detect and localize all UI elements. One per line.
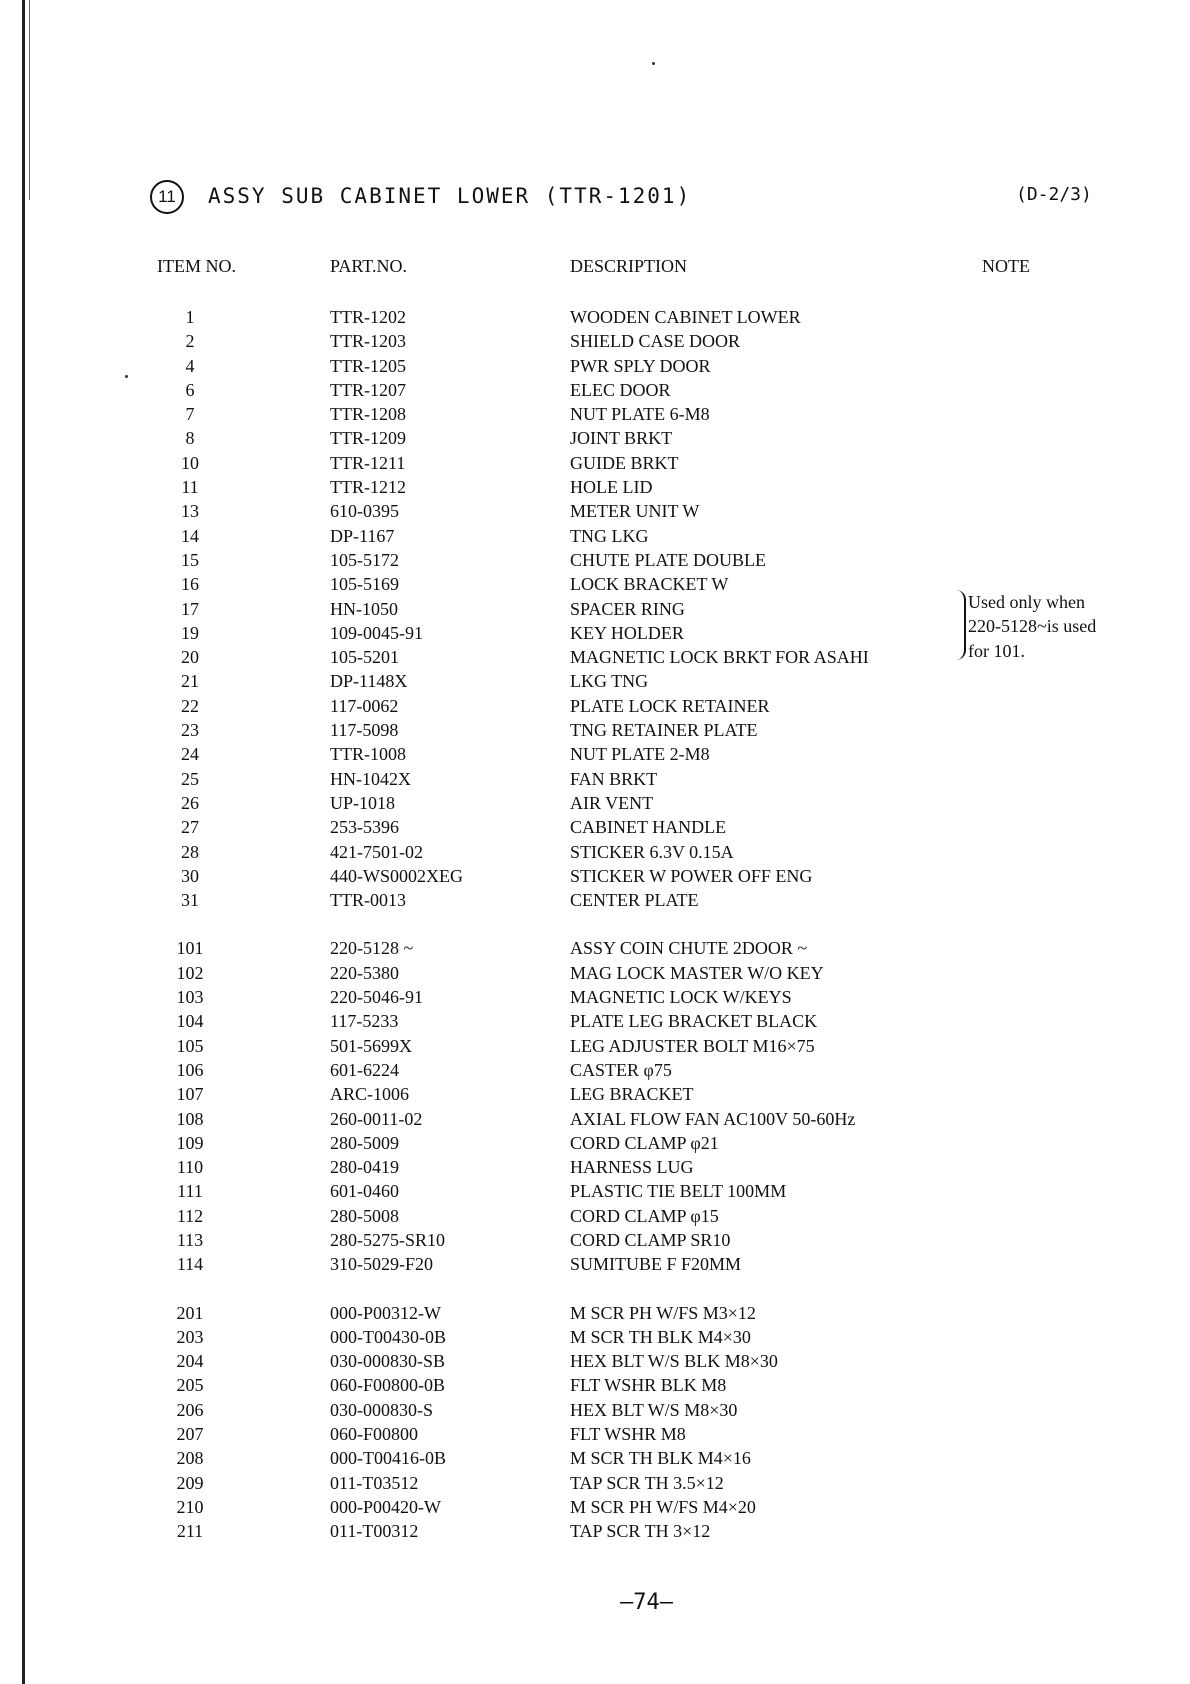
description-cell: TAP SCR TH 3.5×12 [570, 1472, 724, 1493]
parts-table [0, 305, 1190, 1544]
item-no-cell: 105 [176, 1035, 204, 1056]
item-no-cell: 8 [185, 428, 195, 449]
description-cell: CASTER φ75 [570, 1059, 672, 1080]
part-no-cell: 601-0460 [330, 1181, 399, 1202]
note-line: Used only when [968, 592, 1085, 612]
table-row [0, 718, 1190, 742]
table-row [0, 840, 1190, 864]
item-no-cell: 14 [181, 525, 199, 546]
table-row [0, 1471, 1190, 1495]
section-title: ASSY SUB CABINET LOWER (TTR-1201) [208, 184, 692, 208]
part-no-cell: 109-0045-91 [330, 622, 423, 643]
part-no-cell: ARC-1006 [330, 1084, 410, 1105]
part-no-cell: 060-F00800-0B [330, 1375, 446, 1396]
section-header [150, 180, 1100, 214]
item-no-cell: 114 [176, 1254, 204, 1275]
part-no-cell: 601-6224 [330, 1059, 399, 1080]
part-no-cell: 220-5380 [330, 962, 399, 983]
part-no-cell: 117-5233 [330, 1011, 399, 1032]
description-cell: SHIELD CASE DOOR [570, 331, 741, 352]
table-row [0, 742, 1190, 766]
note-brace [956, 590, 966, 660]
item-no-cell: 113 [176, 1229, 204, 1250]
description-cell: M SCR TH BLK M4×30 [570, 1326, 751, 1347]
part-no-cell: 000-P00420-W [330, 1496, 441, 1517]
part-no-cell: TTR-1203 [330, 331, 406, 352]
table-row [0, 1398, 1190, 1422]
description-cell: FAN BRKT [570, 768, 658, 789]
part-no-cell: 117-5098 [330, 720, 399, 741]
description-cell: STICKER W POWER OFF ENG [570, 865, 813, 886]
description-cell: METER UNIT W [570, 501, 700, 522]
description-cell: CHUTE PLATE DOUBLE [570, 549, 766, 570]
part-no-cell: TTR-1202 [330, 307, 406, 327]
part-no-cell: 421-7501-02 [330, 841, 423, 862]
item-no-cell: 13 [181, 501, 199, 522]
item-no-cell: 211 [176, 1521, 204, 1542]
item-no-cell: 6 [185, 379, 195, 400]
table-row [0, 936, 1190, 960]
description-cell: PWR SPLY DOOR [570, 355, 711, 376]
header-part-no: PART.NO. [330, 256, 407, 276]
table-row [0, 354, 1190, 378]
table-row [0, 451, 1190, 475]
item-no-cell: 102 [176, 962, 204, 983]
part-no-cell: 030-000830-S [330, 1399, 433, 1420]
part-no-cell: 220-5046-91 [330, 987, 423, 1008]
part-no-cell: 220-5128 ~ [330, 938, 414, 959]
item-no-cell: 26 [181, 792, 199, 813]
part-no-cell: TTR-1205 [330, 355, 406, 376]
table-row [0, 1301, 1190, 1325]
description-cell: SPACER RING [570, 598, 685, 619]
description-cell: HARNESS LUG [570, 1157, 694, 1178]
description-cell: FLT WSHR BLK M8 [570, 1375, 727, 1396]
table-row [0, 1446, 1190, 1470]
item-no-cell: 107 [176, 1084, 204, 1105]
item-no-cell: 111 [177, 1181, 203, 1202]
item-no-cell: 7 [185, 404, 195, 425]
part-no-cell: 011-T03512 [330, 1472, 419, 1493]
table-row [0, 475, 1190, 499]
table-row [0, 1325, 1190, 1349]
description-cell: AXIAL FLOW FAN AC100V 50-60Hz [570, 1108, 856, 1129]
description-cell: HOLE LID [570, 477, 653, 498]
table-row [0, 499, 1190, 523]
table-row [0, 329, 1190, 353]
table-row [0, 815, 1190, 839]
part-no-cell: 260-0011-02 [330, 1108, 423, 1129]
part-no-cell: 011-T00312 [330, 1521, 419, 1542]
part-no-cell: TTR-1207 [330, 379, 406, 400]
description-cell: JOINT BRKT [570, 428, 673, 449]
item-no-cell: 203 [176, 1326, 204, 1347]
part-no-cell: 000-T00430-0B [330, 1326, 446, 1347]
part-no-cell: 000-T00416-0B [330, 1448, 446, 1469]
part-no-cell: 280-5275-SR10 [330, 1229, 446, 1250]
item-no-cell: 104 [176, 1011, 204, 1032]
note-line: 220-5128~is used [968, 616, 1097, 637]
description-cell: LEG ADJUSTER BOLT M16×75 [570, 1035, 815, 1056]
description-cell: PLATE LOCK RETAINER [570, 695, 770, 716]
description-cell: NUT PLATE 2-M8 [570, 744, 710, 765]
part-no-cell: 000-P00312-W [330, 1302, 441, 1323]
table-row [0, 524, 1190, 548]
description-cell: ASSY COIN CHUTE 2DOOR ~ [570, 938, 808, 959]
table-row [0, 1495, 1190, 1519]
description-cell: MAG LOCK MASTER W/O KEY [570, 962, 824, 983]
part-no-cell: 280-5008 [330, 1205, 399, 1226]
item-no-cell: 110 [176, 1157, 204, 1178]
item-no-cell: 21 [181, 671, 199, 692]
item-no-cell: 10 [181, 452, 199, 473]
usage-note [968, 590, 1096, 663]
group-spacer [0, 1277, 1190, 1301]
part-no-cell: 105-5169 [330, 574, 399, 595]
description-cell: TAP SCR TH 3×12 [570, 1521, 711, 1542]
table-row [0, 791, 1190, 815]
note-line: for 101. [968, 640, 1025, 661]
description-cell: MAGNETIC LOCK BRKT FOR ASAHI [570, 647, 869, 668]
part-no-cell: 280-5009 [330, 1132, 399, 1153]
scan-speck [652, 62, 655, 65]
description-cell: KEY HOLDER [570, 622, 684, 643]
part-no-cell: 501-5699X [330, 1035, 412, 1056]
part-no-cell: TTR-0013 [330, 890, 406, 911]
page-code: (D-2/3) [1016, 184, 1092, 205]
part-no-cell: DP-1148X [330, 671, 408, 692]
table-row [0, 864, 1190, 888]
item-no-cell: 109 [176, 1132, 204, 1153]
table-row [0, 985, 1190, 1009]
description-cell: AIR VENT [570, 792, 654, 813]
table-row [0, 426, 1190, 450]
table-row [0, 1204, 1190, 1228]
table-row [0, 1349, 1190, 1373]
binding-edge-mark [29, 0, 30, 200]
description-cell: M SCR TH BLK M4×16 [570, 1448, 751, 1469]
description-cell: TNG RETAINER PLATE [570, 720, 758, 741]
item-no-cell: 101 [176, 938, 204, 959]
description-cell: GUIDE BRKT [570, 452, 679, 473]
part-no-cell: TTR-1211 [330, 452, 406, 473]
part-no-cell: 060-F00800 [330, 1424, 419, 1445]
description-cell: LOCK BRACKET W [570, 574, 729, 595]
description-cell: LKG TNG [570, 671, 649, 692]
page-number: —74— [620, 1590, 673, 1615]
group-spacer [0, 912, 1190, 936]
table-row [0, 888, 1190, 912]
item-no-cell: 28 [181, 841, 199, 862]
table-row [0, 548, 1190, 572]
item-no-cell: 103 [176, 987, 204, 1008]
item-no-cell: 205 [176, 1375, 204, 1396]
part-no-cell: DP-1167 [330, 525, 395, 546]
description-cell: PLATE LEG BRACKET BLACK [570, 1011, 818, 1032]
item-no-cell: 207 [176, 1424, 204, 1445]
table-row [0, 1009, 1190, 1033]
description-cell: PLASTIC TIE BELT 100MM [570, 1181, 787, 1202]
table-row [0, 961, 1190, 985]
item-no-cell: 210 [176, 1496, 204, 1517]
item-no-cell: 112 [176, 1205, 204, 1226]
item-no-cell: 4 [185, 355, 195, 376]
description-cell: CENTER PLATE [570, 890, 699, 911]
item-no-cell: 2 [185, 331, 195, 352]
table-row [0, 1228, 1190, 1252]
table-row [0, 694, 1190, 718]
description-cell: STICKER 6.3V 0.15A [570, 841, 734, 862]
description-cell: ELEC DOOR [570, 379, 671, 400]
table-row [0, 1155, 1190, 1179]
part-no-cell: 610-0395 [330, 501, 399, 522]
table-row [0, 1107, 1190, 1131]
item-no-cell: 24 [181, 744, 199, 765]
part-no-cell: HN-1050 [330, 598, 398, 619]
item-no-cell: 31 [181, 890, 199, 911]
part-no-cell: TTR-1008 [330, 744, 406, 765]
description-cell: LEG BRACKET [570, 1084, 694, 1105]
description-cell: CABINET HANDLE [570, 817, 727, 838]
item-no-cell: 19 [181, 622, 199, 643]
table-row [0, 1034, 1190, 1058]
part-no-cell: TTR-1209 [330, 428, 406, 449]
table-row [0, 1373, 1190, 1397]
item-no-cell: 17 [181, 598, 199, 619]
part-no-cell: 253-5396 [330, 817, 399, 838]
description-cell: MAGNETIC LOCK W/KEYS [570, 987, 792, 1008]
description-cell: SUMITUBE F F20MM [570, 1254, 742, 1275]
item-no-cell: 23 [181, 720, 199, 741]
description-cell: CORD CLAMP φ21 [570, 1132, 719, 1153]
item-no-cell: 22 [181, 695, 199, 716]
table-row [0, 1131, 1190, 1155]
item-no-cell: 108 [176, 1108, 204, 1129]
part-no-cell: 105-5201 [330, 647, 399, 668]
table-row [0, 767, 1190, 791]
part-no-cell: 440-WS0002XEG [330, 865, 463, 886]
table-row [0, 1252, 1190, 1276]
description-cell: CORD CLAMP φ15 [570, 1205, 719, 1226]
description-cell: FLT WSHR M8 [570, 1424, 686, 1445]
table-row [0, 1422, 1190, 1446]
item-no-cell: 25 [181, 768, 199, 789]
section-number: 11 [150, 180, 184, 214]
item-no-cell: 208 [176, 1448, 204, 1469]
item-no-cell: 11 [181, 477, 199, 498]
part-no-cell: TTR-1212 [330, 477, 406, 498]
table-row [0, 305, 1190, 329]
table-row [0, 1082, 1190, 1106]
table-row [0, 1519, 1190, 1543]
item-no-cell: 16 [181, 574, 199, 595]
header-item-no: ITEM NO. [157, 256, 236, 276]
item-no-cell: 1 [185, 307, 195, 327]
table-row [0, 1179, 1190, 1203]
table-row [0, 1058, 1190, 1082]
description-cell: HEX BLT W/S M8×30 [570, 1399, 738, 1420]
part-no-cell: 310-5029-F20 [330, 1254, 433, 1275]
description-cell: HEX BLT W/S BLK M8×30 [570, 1351, 778, 1372]
header-description: DESCRIPTION [570, 256, 688, 276]
part-no-cell: 280-0419 [330, 1157, 399, 1178]
part-no-cell: 105-5172 [330, 549, 399, 570]
table-row [0, 378, 1190, 402]
table-row [0, 402, 1190, 426]
header-note: NOTE [982, 256, 1030, 276]
item-no-cell: 209 [176, 1472, 204, 1493]
item-no-cell: 204 [176, 1351, 204, 1372]
table-row [0, 669, 1190, 693]
description-cell: M SCR PH W/FS M4×20 [570, 1496, 756, 1517]
item-no-cell: 30 [181, 865, 199, 886]
description-cell: CORD CLAMP SR10 [570, 1229, 731, 1250]
description-cell: TNG LKG [570, 525, 649, 546]
item-no-cell: 106 [176, 1059, 204, 1080]
part-no-cell: HN-1042X [330, 768, 411, 789]
item-no-cell: 15 [181, 549, 199, 570]
part-no-cell: 030-000830-SB [330, 1351, 446, 1372]
part-no-cell: TTR-1208 [330, 404, 406, 425]
part-no-cell: UP-1018 [330, 792, 396, 813]
item-no-cell: 20 [181, 647, 199, 668]
item-no-cell: 27 [181, 817, 199, 838]
description-cell: M SCR PH W/FS M3×12 [570, 1302, 756, 1323]
description-cell: WOODEN CABINET LOWER [570, 307, 801, 327]
part-no-cell: 117-0062 [330, 695, 399, 716]
item-no-cell: 201 [176, 1302, 204, 1323]
item-no-cell: 206 [176, 1399, 204, 1420]
description-cell: NUT PLATE 6-M8 [570, 404, 710, 425]
